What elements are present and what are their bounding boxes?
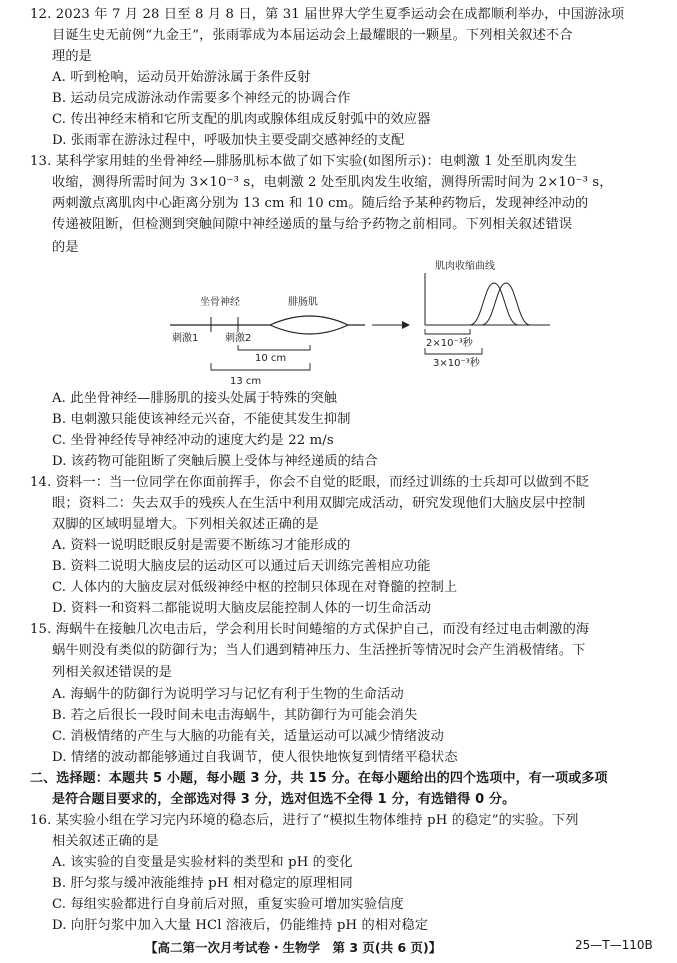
q14-option-a: A. 资料一说明眨眼反射是需要不断练习才能形成的 (52, 538, 351, 553)
q12-option-a: A. 听到枪响，运动员开始游泳属于条件反射 (52, 70, 311, 85)
dist-10-label: 10 cm (255, 353, 287, 364)
q13-option-c: C. 坐骨神经传导神经冲动的速度大约是 22 m/s (52, 433, 334, 448)
nerve-label: 坐骨神经 (200, 297, 240, 308)
dist-13-bracket (211, 363, 310, 370)
q13-option-b: B. 电刺激只能使该神经元兴奋，不能使其发生抑制 (52, 412, 351, 427)
q13-stem-line-4: 传递被阻断，但检测到突触间隙中神经递质的量与给予药物之前相同。下列相关叙述错误 (52, 217, 573, 232)
q15-stem-line-3: 列相关叙述错误的是 (52, 665, 173, 680)
q13-option-d: D. 该药物可能阻断了突触后膜上受体与神经递质的结合 (52, 454, 378, 469)
q14-option-c: C. 人体内的大脑皮层对低级神经中枢的控制只体现在对脊髓的控制上 (52, 580, 458, 595)
time-3-label: 3×10⁻³秒 (433, 358, 480, 369)
q16-stem-line-1: 16. 某实验小组在学习完内环境的稳态后，进行了“模拟生物体维持 pH 的稳定”的实验。下列 (30, 813, 579, 828)
q15-option-d: D. 情绪的波动都能够通过自我调节，使人很快地恢复到情绪平稳状态 (52, 750, 458, 765)
q13-stem-line-1: 13. 某科学家用蛙的坐骨神经—腓肠肌标本做了如下实验(如图所示)：电刺激 1 处至肌肉发生 (30, 154, 578, 169)
arrow-head (402, 321, 410, 329)
q16-stem-line-2: 相关叙述正确的是 (52, 834, 159, 849)
stim1-label: 刺激1 (172, 333, 199, 344)
muscle-shape (270, 316, 348, 334)
nerve-muscle-figure (150, 255, 550, 390)
footer-code: 25—T—110B (575, 938, 653, 952)
q16-option-a: A. 该实验的自变量是实验材料的类型和 pH 的变化 (52, 855, 353, 870)
time-2-bracket (425, 329, 470, 334)
section-2-line-1: 二、选择题：本题共 5 小题，每小题 3 分，共 15 分。在每小题给出的四个选项中，有一项或多项 (30, 771, 608, 786)
q14-option-b: B. 资料二说明大脑皮层的运动区可以通过后天训练完善相应功能 (52, 559, 431, 574)
q13-stem-line-2: 收缩，测得所需时间为 3×10⁻³ s，电刺激 2 处至肌肉发生收缩，测得所需时间为 2×10⁻³ s， (52, 175, 613, 190)
q15-option-a: A. 海蜗牛的防御行为说明学习与记忆有利于生物的生命活动 (52, 687, 404, 702)
muscle-label: 腓肠肌 (288, 297, 318, 308)
q15-option-c: C. 消极情绪的产生与大脑的功能有关，适量运动可以减少情绪波动 (52, 729, 444, 744)
q13-stem-line-3: 两刺激点离肌肉中心距离分别为 13 cm 和 10 cm。随后给予某种药物后，发现神经冲动的 (52, 196, 589, 211)
time-2-label: 2×10⁻³秒 (426, 338, 473, 349)
q15-stem-line-2: 蜗牛则没有类似的防御行为；当人们遇到精神压力、生活挫折等情况时会产生消极情绪。下 (52, 643, 586, 658)
q15-stem-line-1: 15. 海蜗牛在接触几次电击后，学会利用长时间蜷缩的方式保护自己，而没有经过电击刺激的海 (30, 622, 590, 637)
q14-stem-line-2: 眼；资料二：失去双手的残疾人在生活中利用双脚完成活动，研究发现他们大脑皮层中控制 (52, 496, 586, 511)
dist-13-label: 13 cm (230, 376, 262, 387)
q14-stem-line-3: 双脚的区域明显增大。下列相关叙述正确的是 (52, 517, 319, 532)
q16-option-b: B. 肝匀浆与缓冲液能维持 pH 相对稳定的原理相同 (52, 876, 353, 891)
q12-stem-line-2: 目诞生史无前例“九金王”，张雨霏成为本届运动会上最耀眼的一颗星。下列相关叙述不合 (52, 28, 573, 43)
q14-option-d: D. 资料一和资料二都能说明大脑皮层能控制人体的一切生命活动 (52, 601, 432, 616)
q13-option-a: A. 此坐骨神经—腓肠肌的接头处属于特殊的突触 (52, 391, 338, 406)
q12-option-d: D. 张雨霏在游泳过程中，呼吸加快主要受副交感神经的支配 (52, 133, 405, 148)
section-2-line-2: 是符合题目要求的，全部选对得 3 分，选对但选不全得 1 分，有选错得 0 分。 (52, 792, 516, 807)
curve-stim2 (470, 283, 518, 325)
footer-title: 【高二第一次月考试卷・生物学 第 3 页(共 6 页)】 (145, 940, 442, 955)
q16-option-d: D. 向肝匀浆中加入大量 HCl 溶液后，仍能维持 pH 的相对稳定 (52, 918, 429, 933)
q13-stem-line-5: 的是 (52, 240, 79, 255)
q16-option-c: C. 每组实验都进行自身前后对照，重复实验可增加实验信度 (52, 897, 404, 912)
page-footer (0, 935, 677, 955)
curve-label: 肌肉收缩曲线 (435, 261, 495, 272)
q12-stem-line-1: 12. 2023 年 7 月 28 日至 8 月 8 日，第 31 届世界大学生夏季运动会在成都顺利举办，中国游泳项 (30, 7, 625, 22)
q14-stem-line-1: 14. 资料一：当一位同学在你面前挥手，你会不自觉的眨眼，而经过训练的士兵却可以做到不眨 (30, 475, 590, 490)
stim2-label: 刺激2 (225, 333, 252, 344)
curve-stim1 (482, 283, 530, 325)
q15-option-b: B. 若之后很长一段时间未电击海蜗牛，其防御行为可能会消失 (52, 708, 418, 723)
q12-option-b: B. 运动员完成游泳动作需要多个神经元的协调合作 (52, 91, 351, 106)
q12-stem-line-3: 理的是 (52, 49, 93, 64)
dist-10-bracket (238, 345, 310, 350)
q12-option-c: C. 传出神经末梢和它所支配的肌肉或腺体组成反射弧中的效应器 (52, 112, 431, 127)
